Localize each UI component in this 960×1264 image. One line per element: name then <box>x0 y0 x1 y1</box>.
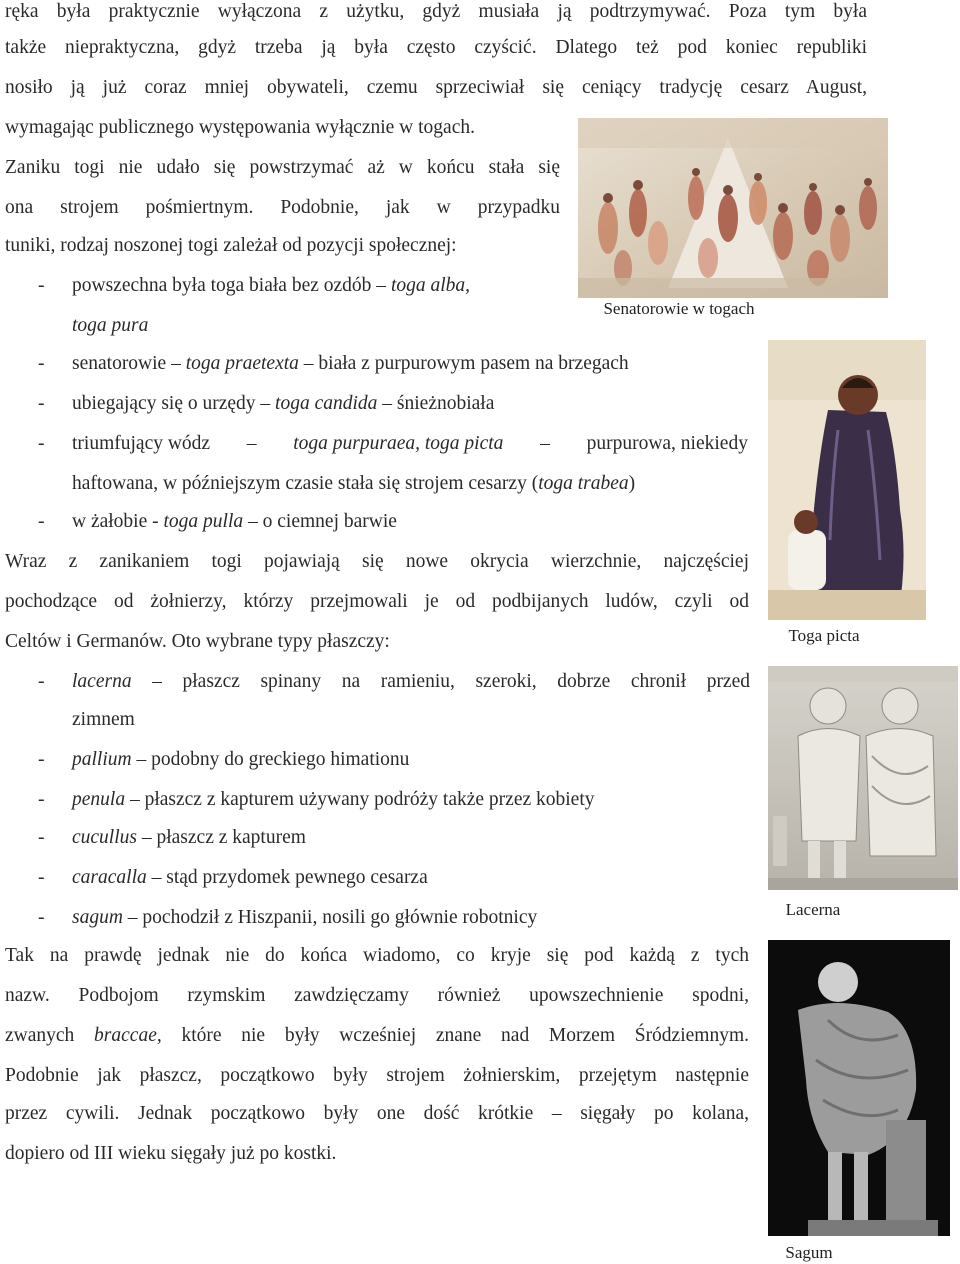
text-line: Zaniku togi nie udało się powstrzymać aż w końcu stała się <box>5 157 560 178</box>
caption-senators: Senatorowie w togach <box>603 299 755 318</box>
senators-fresco-image <box>578 118 888 298</box>
text-line: ona strojem pośmiertnym. Podobnie, jak w przypadku <box>5 197 560 218</box>
list-item-toga-alba: powszechna była toga biała bez ozdób – toga alba, <box>72 275 471 296</box>
list-item-lacerna: lacerna – płaszcz spinany na ramieniu, szeroki, dobrze chronił przed <box>72 671 750 692</box>
text-line: także niepraktyczna, gdyż trzeba ją była często czyścić. Dlatego też pod koniec republiki <box>5 37 867 58</box>
list-item-toga-purpuraea: triumfujący wódz – toga purpuraea, toga picta – purpurowa, niekiedy <box>72 433 748 454</box>
list-item-pallium: pallium – podobny do greckiego himationu <box>72 749 410 770</box>
caption-lacerna: Lacerna <box>785 900 841 919</box>
lacerna-relief-image <box>768 666 958 890</box>
text-line: Podobnie jak płaszcz, początkowo były strojem żołnierskim, przejętym następnie <box>5 1065 749 1086</box>
caption-sagum: Sagum <box>785 1243 833 1262</box>
list-item-sagum: sagum – pochodził z Hiszpanii, nosili go głównie robotnicy <box>72 907 538 928</box>
sagum-statue-image <box>768 940 950 1236</box>
caption-toga-picta: Toga picta <box>788 626 860 645</box>
text-line: pochodzące od żołnierzy, którzy przejmowali je od podbijanych ludów, czyli od <box>5 591 749 612</box>
text-line: nosiło ją już coraz mniej obywateli, czemu sprzeciwiał się ceniący tradycję cesarz August, <box>5 77 867 98</box>
list-item-lacerna-cont: zimnem <box>72 709 135 730</box>
list-bullet: - <box>38 393 45 414</box>
list-bullet: - <box>38 671 45 692</box>
text-line: ręka była praktycznie wyłączona z użytku, gdyż musiała ją podtrzymywać. Poza tym była <box>5 1 867 22</box>
text-line: Wraz z zanikaniem togi pojawiają się nowe okrycia wierzchnie, najczęściej <box>5 551 749 572</box>
text-line: Tak na prawdę jednak nie do końca wiadomo, co kryje się pod każdą z tych <box>5 945 749 966</box>
list-bullet: - <box>38 789 45 810</box>
list-bullet: - <box>38 827 45 848</box>
list-bullet: - <box>38 749 45 770</box>
list-item-caracalla: caracalla – stąd przydomek pewnego cesarza <box>72 867 428 888</box>
list-item-toga-pulla: w żałobie - toga pulla – o ciemnej barwie <box>72 511 397 532</box>
text-line: tuniki, rodzaj noszonej togi zależał od pozycji społecznej: <box>5 235 457 256</box>
list-item-penula: penula – płaszcz z kapturem używany podróży także przez kobiety <box>72 789 595 810</box>
list-bullet: - <box>38 353 45 374</box>
text-line: Celtów i Germanów. Oto wybrane typy płaszczy: <box>5 631 390 652</box>
text-line: zwanych braccae, które nie były wcześniej znane nad Morzem Śródziemnym. <box>5 1025 749 1046</box>
list-item-toga-candida: ubiegający się o urzędy – toga candida – śnieżnobiała <box>72 393 495 414</box>
list-bullet: - <box>38 433 45 454</box>
list-item-cucullus: cucullus – płaszcz z kapturem <box>72 827 306 848</box>
list-item-toga-pura: toga pura <box>72 315 149 336</box>
list-bullet: - <box>38 275 45 296</box>
text-line: nazw. Podbojom rzymskim zawdzięczamy również upowszechnienie spodni, <box>5 985 749 1006</box>
text-line: wymagając publicznego występowania wyłącznie w togach. <box>5 117 475 138</box>
list-item-toga-praetexta: senatorowie – toga praetexta – biała z purpurowym pasem na brzegach <box>72 353 629 374</box>
list-item-toga-trabea: haftowana, w późniejszym czasie stała się strojem cesarzy (toga trabea) <box>72 473 636 494</box>
list-bullet: - <box>38 907 45 928</box>
text-line: przez cywili. Jednak początkowo były one dość krótkie – sięgały po kolana, <box>5 1103 749 1124</box>
toga-picta-image <box>768 340 926 620</box>
list-bullet: - <box>38 867 45 888</box>
list-bullet: - <box>38 511 45 532</box>
text-line: dopiero od III wieku sięgały już po kostki. <box>5 1143 337 1164</box>
